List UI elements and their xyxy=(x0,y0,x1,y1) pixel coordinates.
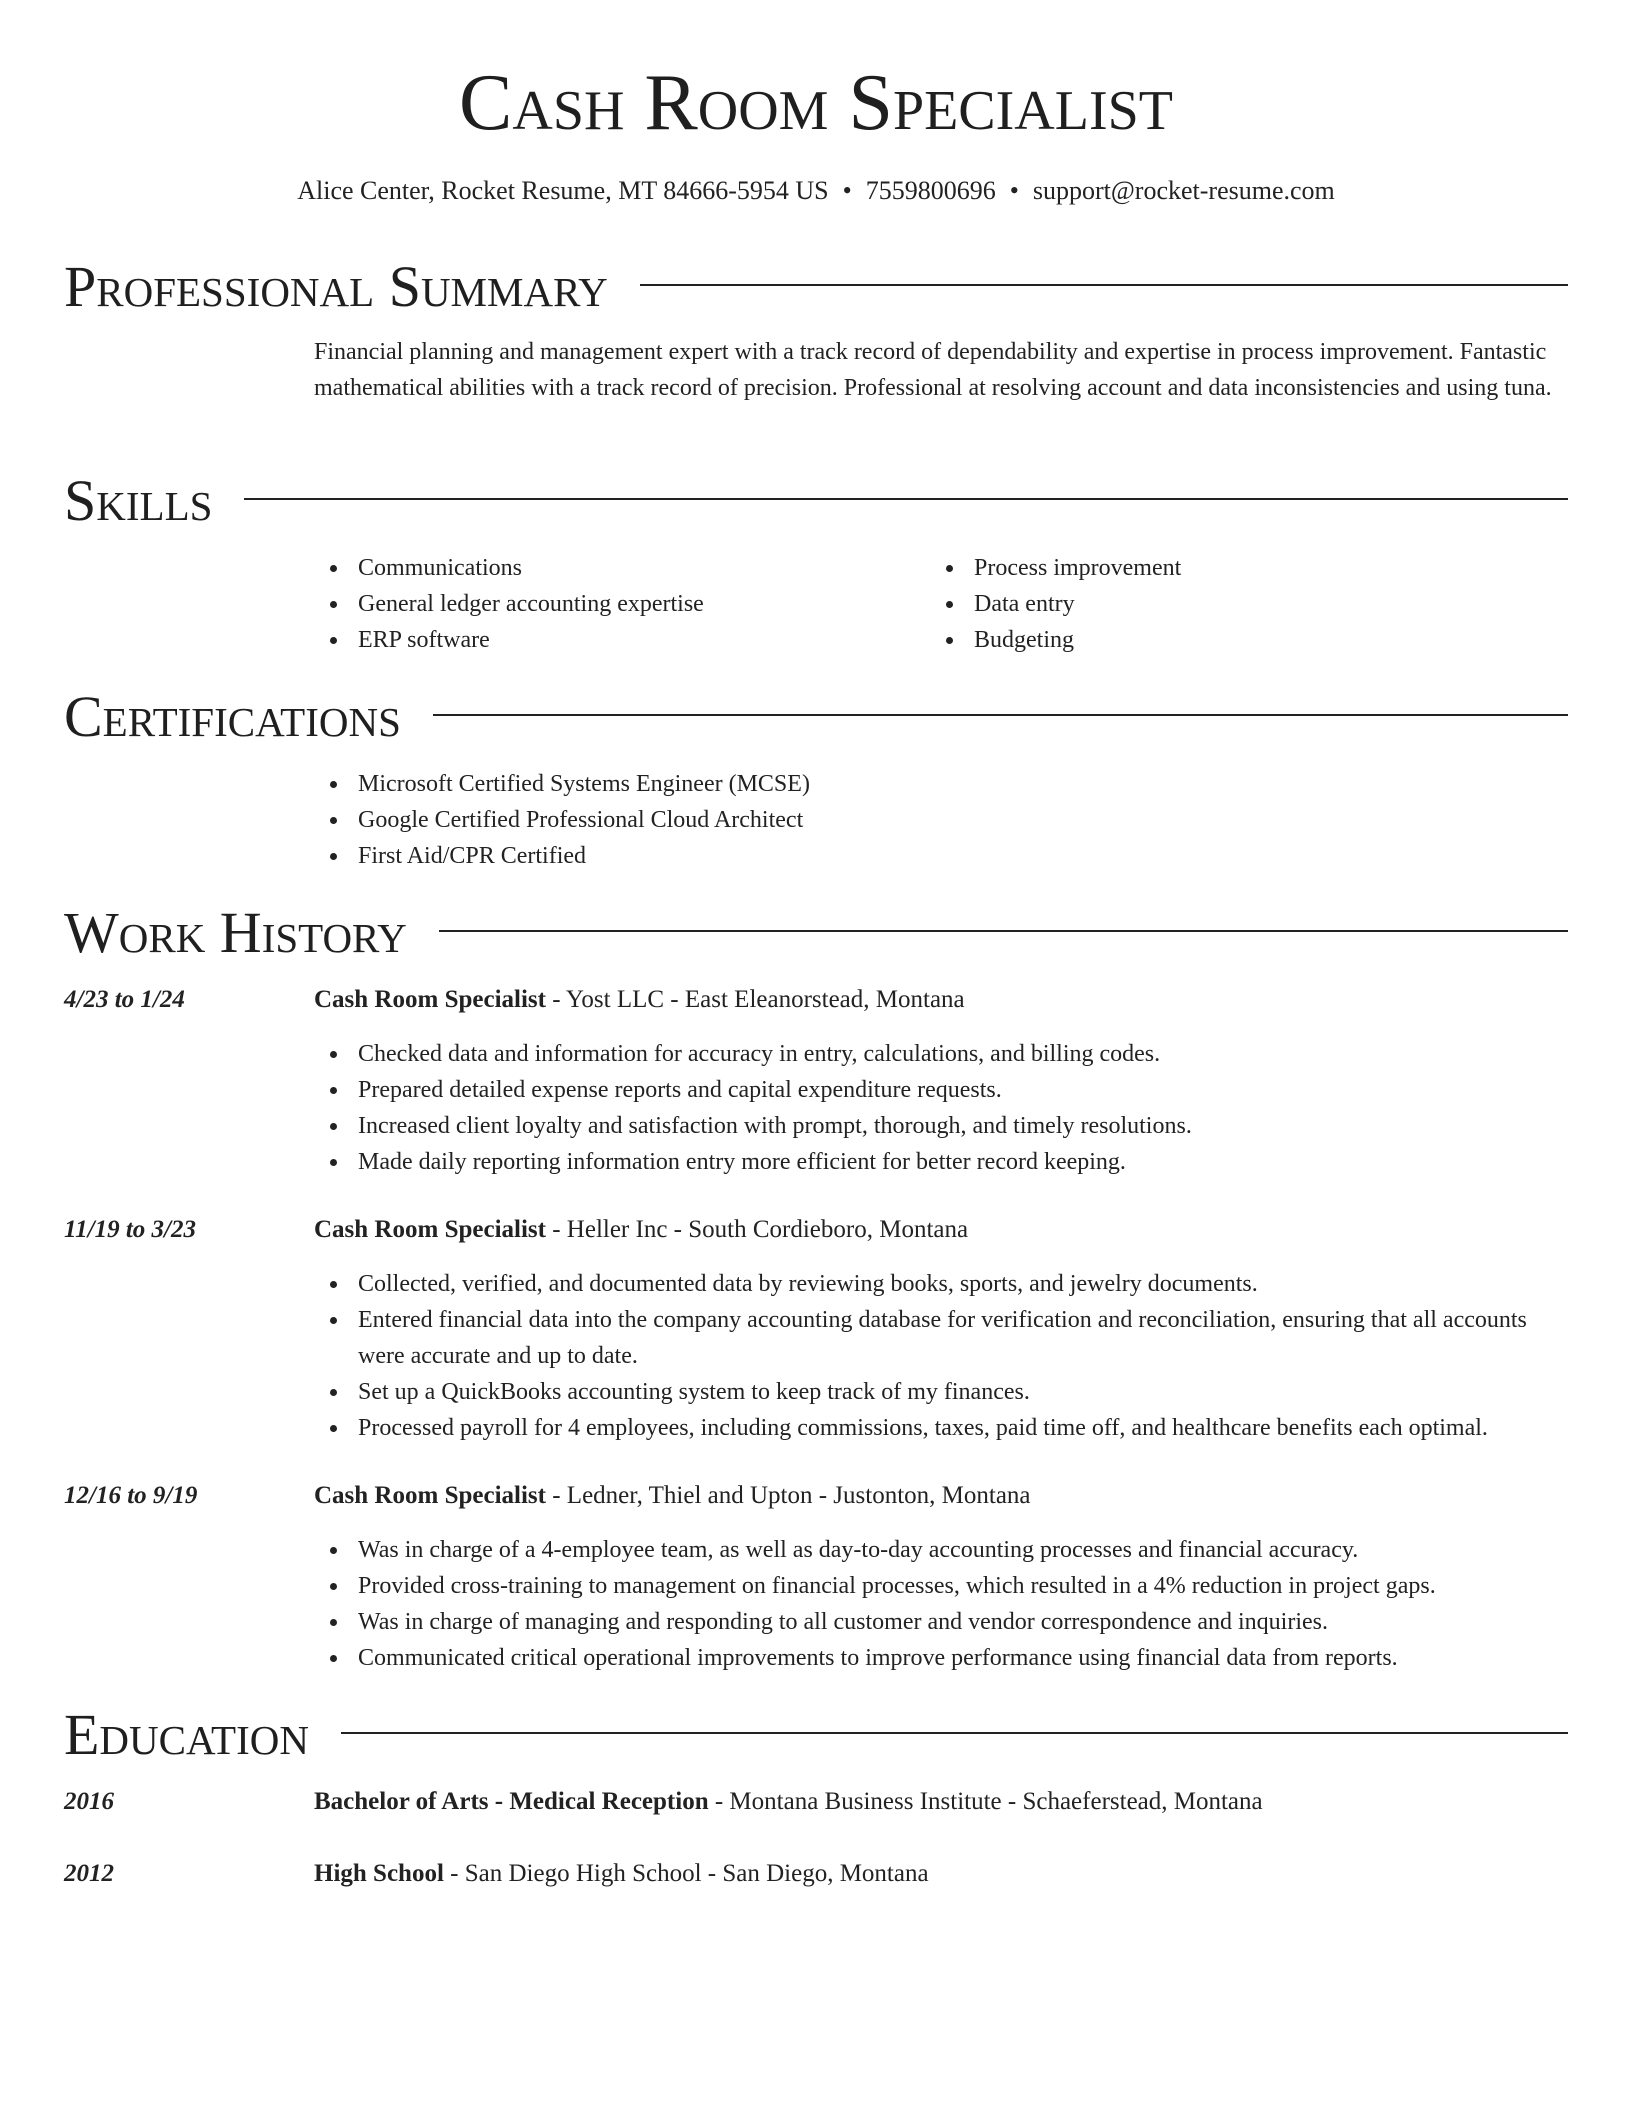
skill-item: ERP software xyxy=(314,622,930,658)
job-details: - Ledner, Thiel and Upton - Justonton, Montana xyxy=(545,1482,1031,1509)
contact-address: Alice Center, Rocket Resume, MT 84666-5954 US xyxy=(297,176,829,205)
job-bullet: Communicated critical operational improvements to improve performance using financial data from reports. xyxy=(314,1640,1568,1676)
education-heading xyxy=(314,1856,1568,1892)
education-degree: Bachelor of Arts - Medical Reception xyxy=(314,1788,709,1815)
job-bullet: Collected, verified, and documented data by reviewing books, sports, and jewelry documents. xyxy=(314,1266,1568,1302)
job-bullets xyxy=(314,1036,1568,1180)
work-section-title: Work History xyxy=(64,900,407,965)
job-role: Cash Room Specialist xyxy=(314,1482,546,1509)
job-bullet: Provided cross-training to management on financial processes, which resulted in a 4% reduction in project gaps. xyxy=(314,1568,1568,1604)
certification-item: Microsoft Certified Systems Engineer (MCSE) xyxy=(314,766,1568,802)
education-section-header xyxy=(64,1700,1568,1770)
education-section-title: Education xyxy=(64,1702,309,1767)
job-bullets xyxy=(314,1266,1568,1446)
skills-section-header xyxy=(64,466,1568,536)
job-bullet: Was in charge of managing and responding to all customer and vendor correspondence and inquiries. xyxy=(314,1604,1568,1640)
contact-line xyxy=(0,174,1632,208)
skill-item: Data entry xyxy=(930,586,1546,622)
skills-list xyxy=(314,550,1568,658)
job-bullet: Made daily reporting information entry more efficient for better record keeping. xyxy=(314,1144,1568,1180)
skill-item: Budgeting xyxy=(930,622,1546,658)
education-year: 2012 xyxy=(64,1860,114,1887)
education-year: 2016 xyxy=(64,1788,114,1815)
certifications-section-header xyxy=(64,682,1568,752)
job-bullet: Entered financial data into the company accounting database for verification and reconciliation, ensuring that all accounts were accurate and up to date. xyxy=(314,1302,1568,1374)
skill-item: Process improvement xyxy=(930,550,1546,586)
section-divider xyxy=(640,284,1568,286)
education-details: - San Diego High School - San Diego, Montana xyxy=(443,1860,929,1887)
summary-text: Financial planning and management expert with a track record of dependability and expertise in process improvement. Fantastic mathematical abilities with a track record of precision. Professional at resolving account and data inconsistencies and using tuna. xyxy=(314,339,1552,401)
job-heading xyxy=(314,982,1568,1018)
job-bullet: Checked data and information for accuracy in entry, calculations, and billing codes. xyxy=(314,1036,1568,1072)
certification-item: Google Certified Professional Cloud Architect xyxy=(314,802,1568,838)
section-divider xyxy=(439,930,1568,932)
job-details: - Yost LLC - East Eleanorstead, Montana xyxy=(545,986,965,1013)
section-divider xyxy=(244,498,1568,500)
summary-section-title: Professional Summary xyxy=(64,254,608,319)
job-bullet: Prepared detailed expense reports and capital expenditure requests. xyxy=(314,1072,1568,1108)
job-bullet: Processed payroll for 4 employees, including commissions, taxes, paid time off, and healthcare benefits each optimal. xyxy=(314,1410,1568,1446)
job-role: Cash Room Specialist xyxy=(314,986,546,1013)
job-dates: 11/19 to 3/23 xyxy=(64,1216,196,1243)
job-role: Cash Room Specialist xyxy=(314,1216,546,1243)
job-dates: 4/23 to 1/24 xyxy=(64,986,185,1013)
skill-item: Communications xyxy=(314,550,930,586)
skill-item: General ledger accounting expertise xyxy=(314,586,930,622)
summary-section-header xyxy=(64,252,1568,322)
skills-column-right xyxy=(930,550,1546,658)
job-dates: 12/16 to 9/19 xyxy=(64,1482,198,1509)
job-bullet: Increased client loyalty and satisfaction with prompt, thorough, and timely resolutions. xyxy=(314,1108,1568,1144)
job-details: - Heller Inc - South Cordieboro, Montana xyxy=(545,1216,969,1243)
education-details: - Montana Business Institute - Schaeferstead, Montana xyxy=(708,1788,1263,1815)
work-section-header xyxy=(64,898,1568,968)
contact-separator: • xyxy=(1009,176,1019,205)
section-divider xyxy=(341,1732,1568,1734)
certification-item: First Aid/CPR Certified xyxy=(314,838,1568,874)
skills-section-title: Skills xyxy=(64,468,213,533)
education-heading xyxy=(314,1784,1568,1820)
contact-separator: • xyxy=(842,176,852,205)
job-heading xyxy=(314,1212,1568,1248)
skills-column-left xyxy=(314,550,930,658)
job-heading xyxy=(314,1478,1568,1514)
job-bullet: Was in charge of a 4-employee team, as well as day-to-day accounting processes and financial accuracy. xyxy=(314,1532,1568,1568)
section-divider xyxy=(433,714,1568,716)
resume-title: Cash Room Specialist xyxy=(459,59,1173,147)
job-bullet: Set up a QuickBooks accounting system to keep track of my finances. xyxy=(314,1374,1568,1410)
job-bullets xyxy=(314,1532,1568,1676)
contact-phone: 7559800696 xyxy=(865,176,996,205)
contact-email: support@rocket-resume.com xyxy=(1032,176,1335,205)
education-degree: High School xyxy=(314,1860,444,1887)
certifications-section-title: Certifications xyxy=(64,684,401,749)
certifications-list xyxy=(314,766,1568,874)
